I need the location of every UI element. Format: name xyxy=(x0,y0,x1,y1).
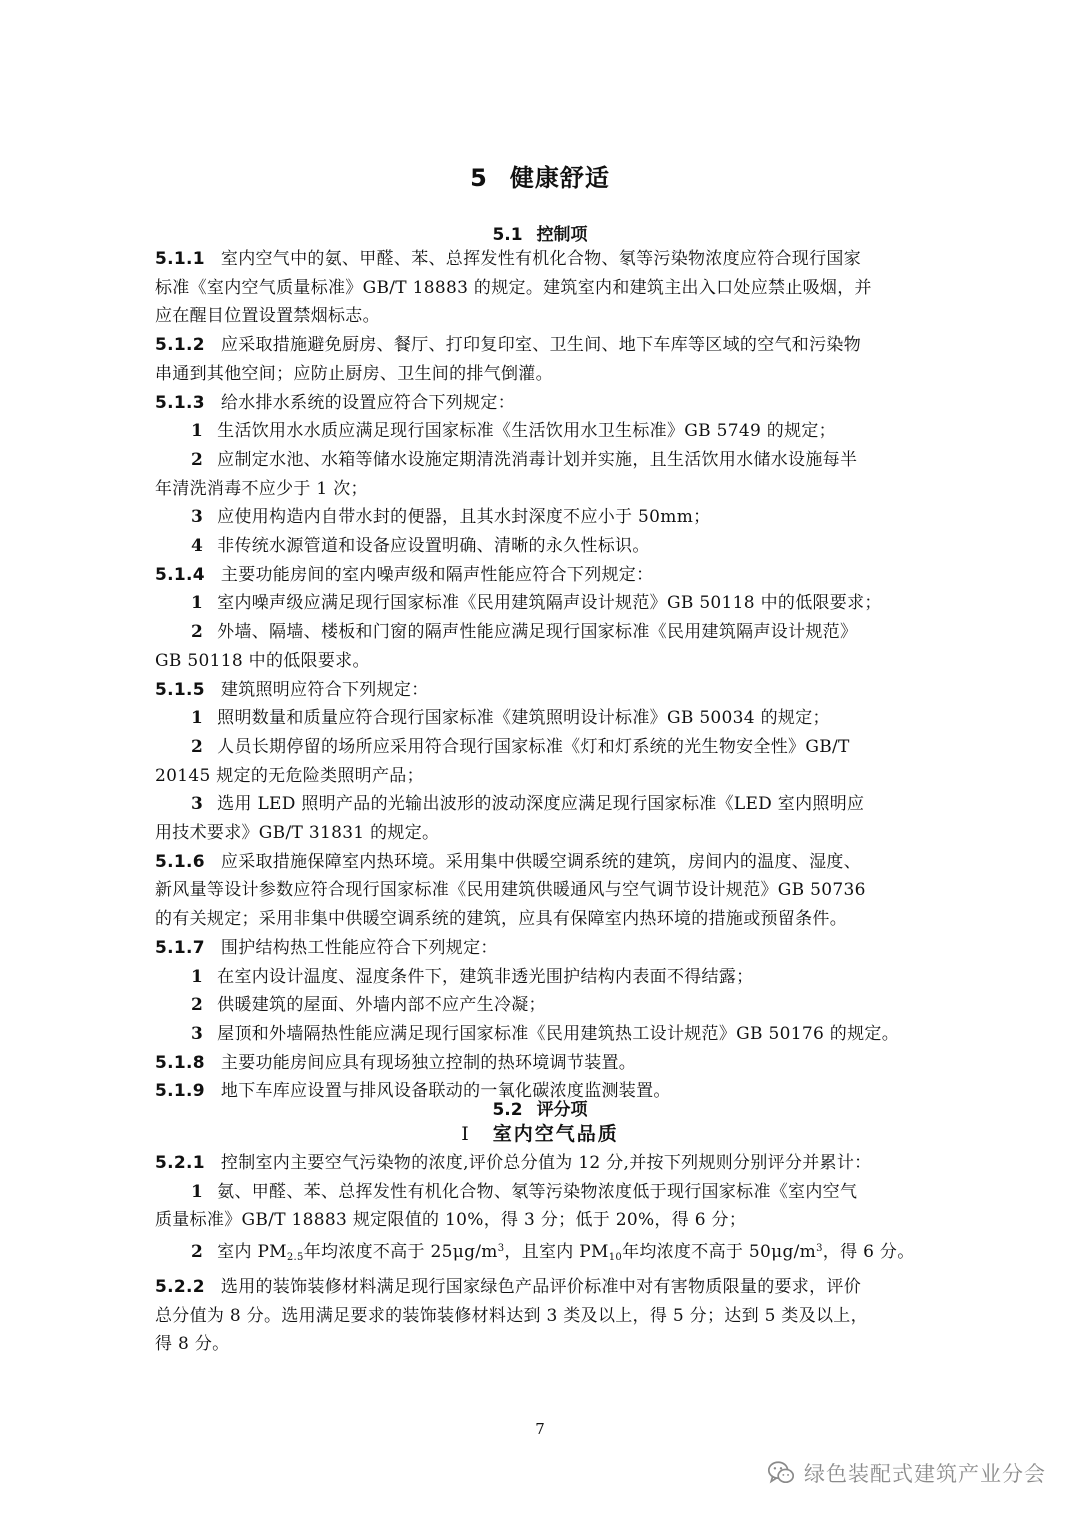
clause-text: 应使用构造内自带水封的便器，且其水封深度不应小于 50mm； xyxy=(217,507,711,528)
clause-text: GB 50118 中的低限要求。 xyxy=(155,650,370,671)
clause-line xyxy=(155,274,925,303)
subsection-roman: Ⅰ xyxy=(461,1123,471,1145)
chapter-name: 健康舒适 xyxy=(509,164,610,192)
clause-line xyxy=(155,762,925,791)
clause-line xyxy=(155,1235,925,1273)
clause-text: 串通到其他空间；应防止厨房、卫生间的排气倒灌。 xyxy=(155,363,553,384)
item-number: 2 xyxy=(191,736,204,757)
clause-text: 主要功能房间的室内噪声级和隔声性能应符合下列规定： xyxy=(220,564,654,585)
unit-superscript: 3 xyxy=(816,1243,823,1255)
pm-text-5: ，得 6 分。 xyxy=(822,1242,915,1263)
clause-line xyxy=(155,676,925,705)
control-items-block xyxy=(155,245,925,1106)
clause-text: 氨、甲醛、苯、总挥发性有机化合物、氡等污染物浓度低于现行国家标准《室内空气 xyxy=(217,1181,858,1202)
clause-line xyxy=(155,790,925,819)
item-number: 1 xyxy=(191,966,204,987)
clause-text: 控制室内主要空气污染物的浓度,评价总分值为 12 分,并按下列规则分别评分并累计： xyxy=(220,1153,872,1173)
item-number: 1 xyxy=(191,421,204,442)
clause-line xyxy=(155,1330,925,1359)
clause-number: 5.2.2 xyxy=(155,1276,205,1297)
wechat-icon xyxy=(766,1458,796,1488)
clause-text: 质量标准》GB/T 18883 规定限值的 10%，得 3 分；低于 20%，得 6 分； xyxy=(155,1210,747,1231)
clause-number: 5.1.2 xyxy=(155,335,205,356)
clause-text: 标准《室内空气质量标准》GB/T 18883 的规定。建筑室内和建筑主出入口处应禁止吸烟，并 xyxy=(155,277,872,298)
clause-text: 的有关规定；采用非集中供暖空调系统的建筑，应具有保障室内热环境的措施或预留条件。 xyxy=(155,909,847,930)
clause-line xyxy=(155,647,925,676)
clause-text: 应制定水池、水箱等储水设施定期清洗消毒计划并实施，且生活饮用水储水设施每半 xyxy=(217,449,858,470)
clause-number: 5.1.9 xyxy=(155,1081,205,1102)
clause-text: 在室内设计温度、湿度条件下，建筑非透光围护结构内表面不得结露； xyxy=(217,966,754,987)
section-name: 评分项 xyxy=(536,1100,588,1120)
clause-line xyxy=(155,1178,925,1207)
item-number: 3 xyxy=(191,1023,204,1044)
item-number: 2 xyxy=(191,1242,204,1263)
clause-line xyxy=(155,589,925,618)
clause-text: 应采取措施保障室内热环境。采用集中供暖空调系统的建筑，房间内的温度、湿度、 xyxy=(220,851,862,872)
clause-line xyxy=(155,1049,925,1078)
clause-line xyxy=(155,302,925,331)
clause-number: 5.1.4 xyxy=(155,564,205,585)
clause-text: 供暖建筑的屋面、外墙内部不应产生冷凝； xyxy=(217,995,546,1016)
clause-line xyxy=(155,934,925,963)
clause-text: 选用的装饰装修材料满足现行国家绿色产品评价标准中对有害物质限量的要求，评价 xyxy=(220,1276,862,1297)
clause-line xyxy=(155,819,925,848)
clause-text: 应采取措施避免厨房、餐厅、打印复印室、卫生间、地下车库等区域的空气和污染物 xyxy=(220,335,862,356)
clause-number: 5.2.1 xyxy=(155,1153,205,1173)
clause-line xyxy=(155,876,925,905)
clause-number: 5.1.7 xyxy=(155,937,205,958)
clause-line xyxy=(155,360,925,389)
clause-text: 屋顶和外墙隔热性能应满足现行国家标准《民用建筑热工设计规范》GB 50176 的规定。 xyxy=(217,1023,899,1044)
pm-text-2: 年均浓度不高于 25μg/m xyxy=(303,1242,498,1263)
clause-number: 5.1.8 xyxy=(155,1052,205,1073)
scoring-items-block xyxy=(155,1149,925,1359)
item-number: 1 xyxy=(191,1181,204,1202)
item-number: 1 xyxy=(191,708,204,729)
clause-line xyxy=(155,446,925,475)
item-number: 2 xyxy=(191,622,204,643)
section-title-control xyxy=(0,220,1080,245)
clause-line xyxy=(155,417,925,446)
clause-line xyxy=(155,1273,925,1302)
pm25-subscript: 2.5 xyxy=(286,1252,304,1264)
clause-line xyxy=(155,618,925,647)
section-number: 5.1 xyxy=(492,225,523,245)
item-number: 3 xyxy=(191,794,204,815)
clause-line xyxy=(155,733,925,762)
pm-text-4: 年均浓度不高于 50μg/m xyxy=(622,1242,817,1263)
clause-text: 总分值为 8 分。选用满足要求的装饰装修材料达到 3 类及以上，得 5 分；达到 5 类及以上， xyxy=(155,1305,868,1326)
clause-line xyxy=(155,991,925,1020)
clause-line xyxy=(155,475,925,504)
clause-line xyxy=(155,1206,925,1235)
clause-text: 建筑照明应符合下列规定： xyxy=(220,679,429,700)
clause-number: 5.1.6 xyxy=(155,851,205,872)
clause-line xyxy=(155,1302,925,1331)
unit-superscript: 3 xyxy=(497,1243,505,1255)
clause-text: 新风量等设计参数应符合现行国家标准《民用建筑供暖通风与空气调节设计规范》GB 50736 xyxy=(155,880,866,901)
pm10-subscript: 10 xyxy=(608,1252,623,1264)
item-number: 4 xyxy=(191,536,204,557)
clause-text: 主要功能房间应具有现场独立控制的热环境调节装置。 xyxy=(220,1052,637,1073)
watermark-text: 绿色装配式建筑产业分会 xyxy=(804,1462,1046,1486)
item-number: 1 xyxy=(191,593,204,614)
page-number: 7 xyxy=(535,1420,545,1438)
clause-line xyxy=(155,905,925,934)
chapter-number: 5 xyxy=(470,164,488,192)
clause-text: 生活饮用水水质应满足现行国家标准《生活饮用水卫生标准》GB 5749 的规定； xyxy=(217,421,836,442)
clause-number: 5.1.3 xyxy=(155,392,205,413)
clause-text: 应在醒目位置设置禁烟标志。 xyxy=(155,306,380,327)
clause-line xyxy=(155,963,925,992)
clause-text: 得 8 分。 xyxy=(155,1334,230,1355)
clause-text: 年清洗消毒不应少于 1 次； xyxy=(155,478,368,499)
pm-text-3: ，且室内 PM xyxy=(504,1242,609,1263)
chapter-title xyxy=(0,158,1080,193)
watermark xyxy=(766,1458,1046,1488)
clause-line xyxy=(155,848,925,877)
clause-text: 照明数量和质量应符合现行国家标准《建筑照明设计标准》GB 50034 的规定； xyxy=(217,708,830,729)
section-number: 5.2 xyxy=(492,1100,523,1120)
item-number: 2 xyxy=(191,449,204,470)
clause-text: 人员长期停留的场所应采用符合现行国家标准《灯和灯系统的光生物安全性》GB/T xyxy=(217,736,850,757)
clause-text: 围护结构热工性能应符合下列规定： xyxy=(220,937,498,958)
clause-line xyxy=(155,532,925,561)
subsection-title xyxy=(0,1119,1080,1146)
clause-line xyxy=(155,1149,925,1178)
clause-number: 5.1.5 xyxy=(155,679,205,700)
clause-text: 选用 LED 照明产品的光输出波形的波动深度应满足现行国家标准《LED 室内照明应 xyxy=(217,794,865,815)
clause-text: 外墙、隔墙、楼板和门窗的隔声性能应满足现行国家标准《民用建筑隔声设计规范》 xyxy=(217,622,858,643)
clause-line xyxy=(155,245,925,274)
clause-line xyxy=(155,704,925,733)
clause-line xyxy=(155,389,925,418)
item-number: 2 xyxy=(191,995,204,1016)
clause-line xyxy=(155,503,925,532)
clause-text: 非传统水源管道和设备应设置明确、清晰的永久性标识。 xyxy=(217,536,650,557)
clause-text: 地下车库应设置与排风设备联动的一氧化碳浓度监测装置。 xyxy=(220,1081,671,1102)
clause-line xyxy=(155,331,925,360)
clause-line xyxy=(155,561,925,590)
pm-text-1: 室内 PM xyxy=(217,1242,287,1263)
clause-text: 室内噪声级应满足现行国家标准《民用建筑隔声设计规范》GB 50118 中的低限要求； xyxy=(217,593,882,614)
clause-text: 室内空气中的氨、甲醛、苯、总挥发性有机化合物、氡等污染物浓度应符合现行国家 xyxy=(220,249,862,269)
item-number: 3 xyxy=(191,507,204,528)
clause-text: 20145 规定的无危险类照明产品； xyxy=(155,765,424,786)
section-name: 控制项 xyxy=(536,225,588,245)
clause-line xyxy=(155,1020,925,1049)
section-title-scoring xyxy=(0,1095,1080,1120)
clause-text: 用技术要求》GB/T 31831 的规定。 xyxy=(155,823,440,844)
clause-text: 给水排水系统的设置应符合下列规定： xyxy=(220,392,516,413)
subsection-name: 室内空气品质 xyxy=(492,1123,619,1145)
clause-number: 5.1.1 xyxy=(155,249,205,269)
